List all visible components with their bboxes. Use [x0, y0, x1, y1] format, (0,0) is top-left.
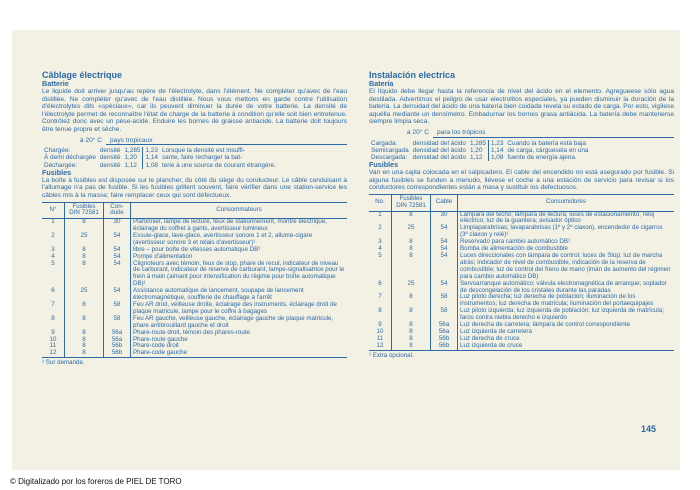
page-number: 145	[640, 424, 656, 434]
temp-tropics: pays tropicaux	[106, 137, 347, 146]
fuses-text: Van en una cajita colocada en el salpicadero. El cable del encendido no está asegurado por fusible. Si alguna fusibles se funden a menudo, llévese el coche a una estación de servicio para revisar si los conductores correspondientes están a masa y sustituir los defectuosos.	[369, 169, 674, 192]
fuse-row: 4 8 54 Bomba de alimentación de combustible	[369, 246, 674, 253]
fuse-row: 7 8 58 Feu AR droit, veilleuse droite, éclairage des instruments, éclairage droit de plaque matricule, lampe pour le coffre à bagages	[42, 302, 347, 316]
fuse-row: 3 8 54 libre – pour boîte de vitesses automatique DB¹	[42, 247, 347, 254]
fuse-row: 11 8 56b Luz derecha de cruce	[369, 336, 674, 343]
temp-header	[369, 129, 674, 138]
subsection-fuses: Fusibles	[369, 160, 399, 170]
fuse-row: 8 8 58 Luz piloto izquierda; luz izquierda de población; luz izquierda de matrícula; faros contra niebla derecho e izquierdo	[369, 308, 674, 322]
subsection-battery: Batería	[369, 79, 394, 88]
fuse-row: 6 25 54 Assistance automatique de lancement, soupape de lancement électromagnétique, soufflerie de chauffage à l'arrêt	[42, 288, 347, 302]
fuse-row: 4 8 54 Pompe d'alimentation	[42, 254, 347, 261]
fuse-row: 5 8 54 Luces direccionales con lámpara de control; luces de Stop; luz de marcha atrás; indicador de nivel de combustible, indicación de la reserva de combustible; luz de control del freno de mano (imán de aumento del régimen para cambio automático DB)	[369, 253, 674, 281]
right-column	[369, 70, 674, 359]
manual-page	[12, 30, 680, 470]
fuse-row: 2 25 54 Limpiaparabrisas; lavaparabrisas (1º y 2º claxon), encendedor de cigarros (3º claxon y relé)¹	[369, 225, 674, 239]
density-row: Descargada: densidad del ácido 1,12 1,08 fuente de energía ajena.	[371, 153, 577, 161]
scan-credit: © Digitalizado por los foreros de PIEL DE TORO	[10, 477, 182, 486]
density-row: Semicargada densidad del ácido 1,20 1,14 de carga, cárguesela en una	[371, 146, 589, 154]
fuse-row: 9 8 56a Phare-route droit, témoin des phares-route	[42, 330, 347, 337]
fuse-table	[42, 202, 347, 359]
density-row: Cargada: densidad del ácido 1,285 1,23 Cuando la batería está baja	[371, 139, 586, 147]
fuse-row: 12 8 56b Luz izquierda de cruce	[369, 343, 674, 350]
fuse-row: 10 8 56a Phare-route gauche	[42, 337, 347, 344]
fuses-text: La boîte à fusibles est disposée sur le plancher, du côté du siège du conducteur. Le câble conduisant à l'allumage n'a pas de fusible. Si les fusibles grillent souvent, faire vérifier dans une station-service les câbles mis à la masse; faire remplacer ceux qui sont défectueux.	[42, 176, 347, 199]
subsection-battery: Batterie	[42, 79, 69, 88]
fuse-row: 2 25 54 Essuie-glace, lave-glace, avertisseur sonore 1 et 2, allume-cigare (avertisseur sonore 3 et relais d'avertisseur)¹	[42, 233, 347, 247]
fuse-row: 3 8 54 Reservado para cambio automático DB¹	[369, 239, 674, 246]
fuse-row: 11 8 56b Phare-code droit	[42, 343, 347, 350]
fuse-row: 12 8 56b Phare-code gauche	[42, 350, 347, 357]
left-column	[42, 70, 347, 367]
fuse-header: N° Fusibles DIN 72581 Con-duite Consommateurs	[42, 202, 347, 219]
density-row: Chargée: densité 1,285 1,23 Lorsque la densité est insuffi-	[44, 147, 245, 155]
density-table	[42, 147, 278, 169]
fuse-row: 5 8 54 Clignoteurs avec témoin, feux de stop, phare de recul, indicateur de niveau de carburant, indicateur de réserve de carburant, lampe-signalisatrice pour le frein à main (aimant pour intensification du régime pour boîte automatique DB)¹	[42, 261, 347, 289]
fuse-row: 10 8 56a Luz izquierda de carretera	[369, 329, 674, 336]
temp-tropics: para los trópicos	[433, 129, 674, 138]
battery-text: Le liquide doit arriver jusqu'au repère de l'électrolyte, dans l'élément. Ne compléter qu'avec de l'eau distillée. Ne compléter qu'avec de l'eau distillée. Nous vous mettons en garde contre l'utilisation d'électrolytes dits «spéciaux», car ils peuvent diminuer la durée de votre batterie. La densité de l'électrolyte permet de reconnaître l'état de charge de la batterie à condition qu'elle soit bien entretenue. Contrôlez donc avec un pèse-acide. Enduire les bornes de graisse antiacide. La batterie doit toujours être tenue propre et sèche.	[42, 88, 347, 133]
temp-header	[42, 137, 347, 146]
fuse-header: No. Fusibles DIN 72581 Cable Consumidores	[369, 194, 674, 211]
fuse-row: 6 25 54 Servoarranque automático; válvula electromagnética de arranque; soplador de descongelación de los cristales durante las paradas	[369, 281, 674, 295]
section-title: Instalación electrica	[369, 70, 456, 80]
footnote: ¹ Sur demande.	[42, 359, 85, 367]
density-row: À demi déchargée densité 1,20 1,14 sante, faire recharger la bat-	[44, 154, 243, 162]
fuse-row: 1 8 30 Lámpara del techo; lámpara de lectura; luces de estacionamiento; reloj eléctrico; luz de la guantera; avisador óptico	[369, 211, 674, 225]
fuse-row: 1 8 30 Plafonnier, lampe de lecture, feux de stationnement, montre électrique, éclairage du coffret à gants, avertisseur lumineux	[42, 219, 347, 233]
fuse-row: 9 8 56a Luz derecha de carretera; lámpara de control correspondiente	[369, 322, 674, 329]
fuse-table	[369, 194, 674, 351]
density-row: Déchargée: densité 1,12 1,08 terie à une source de courant étrangère.	[44, 161, 276, 169]
footnote: ¹ Extra opcional.	[369, 351, 414, 359]
temp-label: a 20° C	[406, 129, 429, 137]
temp-label: à 20° C	[79, 137, 102, 145]
section-title: Câblage électrique	[42, 70, 123, 80]
density-table	[369, 140, 590, 162]
battery-text: El líquido debe llegar hasta la referencia de nivel del ácido en el elemento. Agregueese sólo agua destilada. Advertimos el peligro de usar electrolitos especiales, ya pueden disminuir la duración de la batería. La densidad del ácido de una batería bien cuidada revela su estado de carga. Por esto, vigílese aquélla mediante un densímetro. Embadurnar los bornes grasa antiácida. La batería debe mantenerse siempre limpia seca.	[369, 88, 674, 126]
fuse-row: 8 8 58 Feu AR gauche, veilleuse gauche, éclairage gauche de plaque matricule, phare antibrouillard gauche et droit	[42, 316, 347, 330]
fuse-row: 7 8 58 Luz piloto derecha; luz derecha de población; iluminación de los instrumentos; luz derecha de matrícula; iluminación del portaequipajes	[369, 294, 674, 308]
subsection-fuses: Fusibles	[42, 167, 72, 177]
